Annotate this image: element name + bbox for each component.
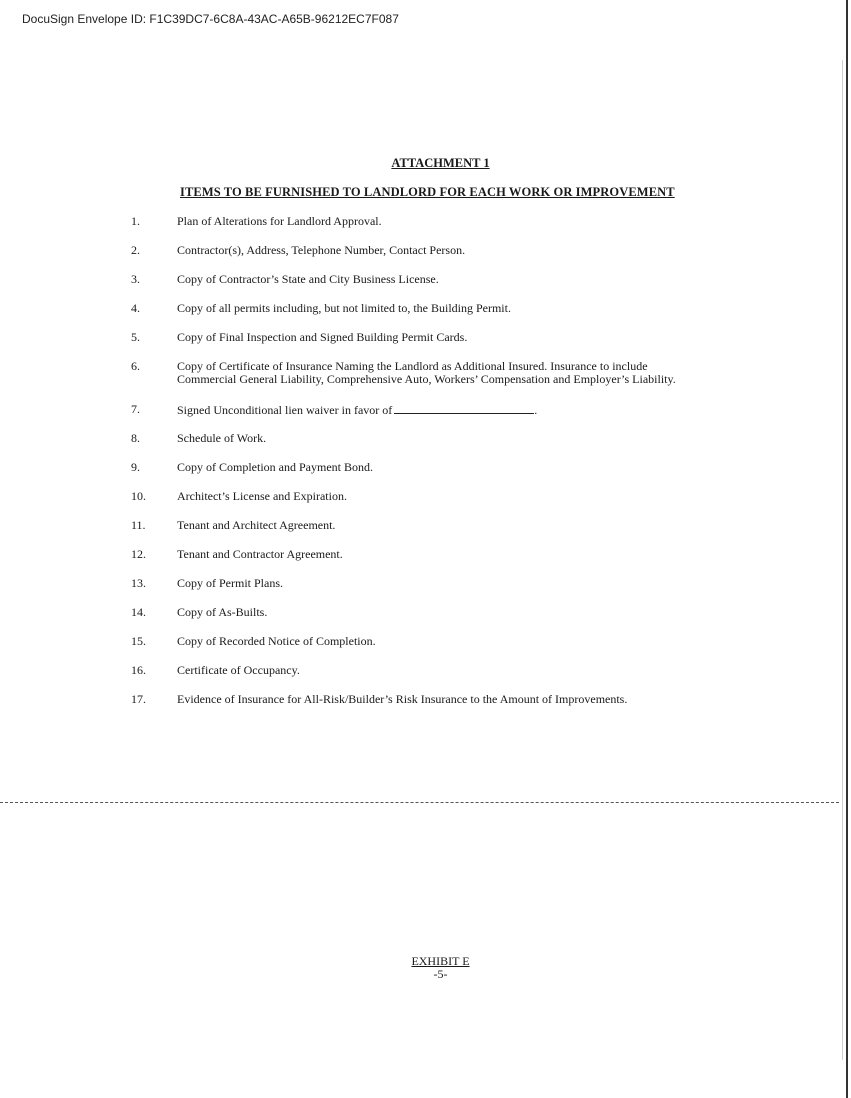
page-edge-shadow — [842, 60, 843, 1060]
item-number: 16. — [131, 663, 146, 677]
item-text: Copy of Certificate of Insurance Naming the Landlord as Additional Insured. Insurance to include Commercial General Liability, Comprehensive Auto, Workers’ Compensation and Employer’s Liability. — [177, 359, 676, 386]
item-text: Copy of Completion and Payment Bond. — [177, 460, 373, 474]
item-text: Plan of Alterations for Landlord Approval. — [177, 214, 382, 228]
item-number: 14. — [131, 605, 146, 619]
item-text: Tenant and Contractor Agreement. — [177, 547, 343, 561]
attachment-title: ATTACHMENT 1 — [391, 156, 490, 170]
item-text: Signed Unconditional lien waiver in favor of — [177, 403, 393, 417]
item-number: 3. — [131, 272, 140, 286]
item-number: 13. — [131, 576, 146, 590]
item-text: Schedule of Work. — [177, 431, 267, 445]
item-text: Copy of Recorded Notice of Completion. — [177, 634, 376, 648]
exhibit-title: EXHIBIT E — [411, 954, 470, 968]
attachment-subtitle: ITEMS TO BE FURNISHED TO LANDLORD FOR EACH WORK OR IMPROVEMENT — [180, 185, 675, 199]
item-number: 17. — [131, 692, 146, 706]
item-number: 8. — [131, 431, 140, 445]
signature-blank-line — [394, 403, 534, 414]
item-text: Certificate of Occupancy. — [177, 663, 300, 677]
item-text: Copy of Permit Plans. — [177, 576, 284, 590]
envelope-id: DocuSign Envelope ID: F1C39DC7-6C8A-43AC-A65B-96212EC7F087 — [22, 12, 399, 26]
item-text: Copy of Contractor’s State and City Business License. — [177, 272, 439, 286]
item-text: Contractor(s), Address, Telephone Number, Contact Person. — [177, 243, 466, 257]
item-number: 10. — [131, 489, 146, 503]
item-number: 5. — [131, 330, 140, 344]
item-text: Copy of Final Inspection and Signed Building Permit Cards. — [177, 330, 468, 344]
item-suffix: . — [534, 403, 538, 417]
page-divider — [0, 802, 839, 803]
item-number: 9. — [131, 460, 140, 474]
item-number: 2. — [131, 243, 140, 257]
item-text: Evidence of Insurance for All-Risk/Builder’s Risk Insurance to the Amount of Improvements. — [177, 692, 628, 706]
item-text: Tenant and Architect Agreement. — [177, 518, 336, 532]
item-number: 1. — [131, 214, 140, 228]
page-number: -5- — [433, 967, 448, 981]
item-number: 15. — [131, 634, 146, 648]
item-text: Copy of As-Builts. — [177, 605, 268, 619]
exhibit-footer — [0, 955, 851, 981]
item-text-with-blank — [177, 403, 707, 417]
item-number: 4. — [131, 301, 140, 315]
item-number: 12. — [131, 547, 146, 561]
item-text: Architect’s License and Expiration. — [177, 489, 347, 503]
item-text: Copy of all permits including, but not limited to, the Building Permit. — [177, 301, 511, 315]
item-number: 6. — [131, 359, 140, 373]
item-number: 11. — [131, 518, 146, 532]
item-number: 7. — [131, 402, 140, 416]
